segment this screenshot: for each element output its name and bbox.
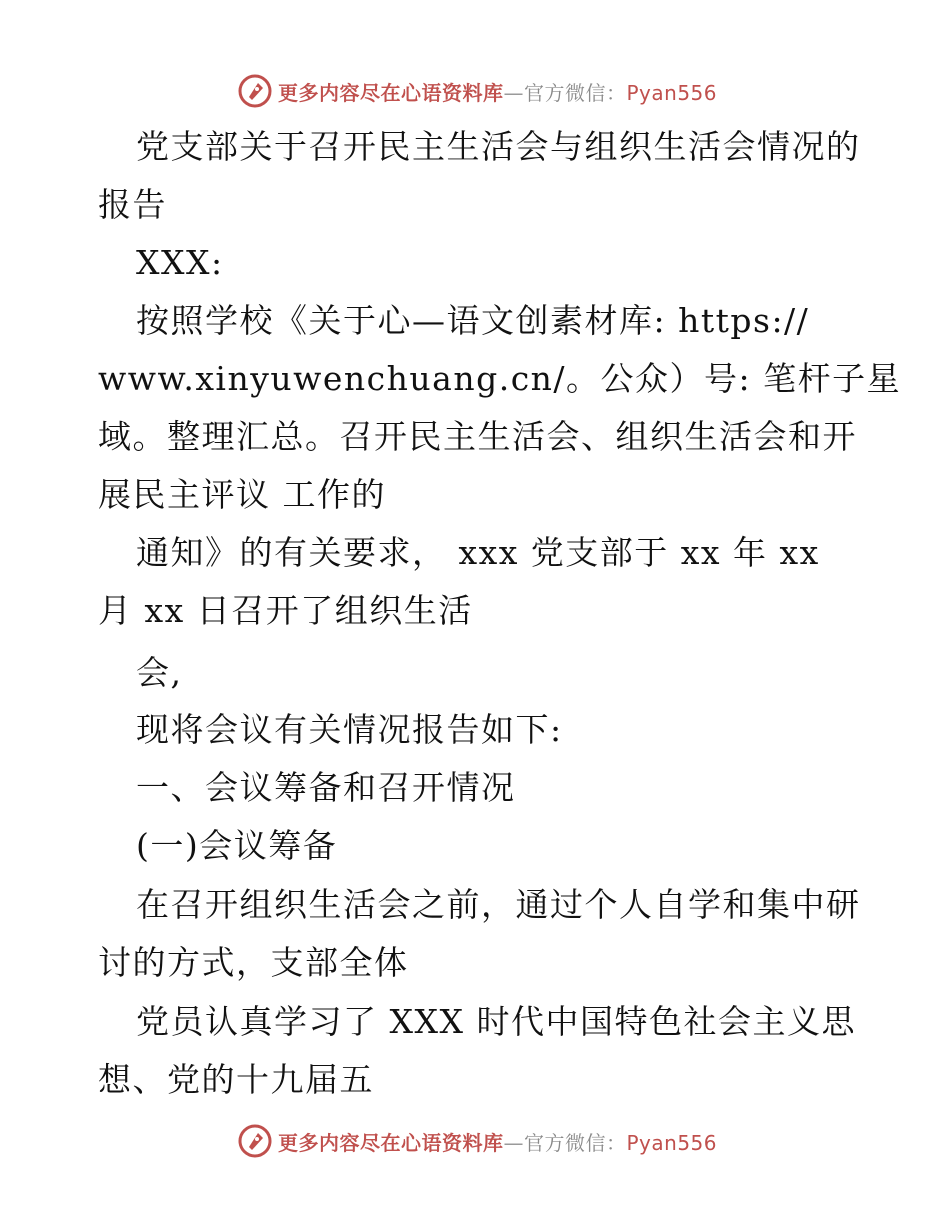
doc-line: 会, bbox=[136, 653, 183, 692]
doc-line: 一、会议筹备和召开情况 bbox=[136, 768, 516, 807]
doc-line: 展民主评议 工作的 bbox=[98, 475, 386, 514]
doc-line: 现将会议有关情况报告如下: bbox=[136, 710, 563, 749]
watermark-wechat-label: 官方微信： bbox=[524, 1130, 627, 1155]
doc-line: 按照学校《关于心—语文创素材库: https:// bbox=[136, 301, 810, 340]
watermark-separator: — bbox=[503, 80, 524, 105]
doc-line: 在召开组织生活会之前，通过个人自学和集中研 bbox=[136, 885, 861, 924]
doc-line: XXX: bbox=[136, 243, 224, 282]
doc-line: 域。整理汇总。召开民主生活会、组织生活会和开 bbox=[98, 417, 857, 456]
doc-line: 月 xx 日召开了组织生活 bbox=[98, 591, 473, 630]
watermark-wechat-label: 官方微信： bbox=[524, 80, 627, 105]
watermark-brand: 更多内容尽在心语资料库 bbox=[278, 1130, 504, 1155]
doc-line: www.xinyuwenchuang.cn/。公众）号: 笔杆子星 bbox=[98, 359, 902, 398]
doc-line: 党支部关于召开民主生活会与组织生活会情况的 bbox=[136, 127, 861, 166]
doc-line: 讨的方式，支部全体 bbox=[98, 943, 409, 982]
doc-line: 想、党的十九届五 bbox=[98, 1060, 374, 1099]
doc-line: 通知》的有关要求， xxx 党支部于 xx 年 xx bbox=[136, 533, 820, 572]
watermark-text bbox=[278, 1127, 717, 1156]
watermark-brand: 更多内容尽在心语资料库 bbox=[278, 80, 504, 105]
watermark-banner-bottom bbox=[238, 1124, 717, 1158]
watermark-separator: — bbox=[503, 1130, 524, 1155]
watermark-wechat-id: Pyan556 bbox=[626, 1130, 718, 1155]
watermark-wechat-id: Pyan556 bbox=[626, 80, 718, 105]
doc-line: (一)会议筹备 bbox=[136, 826, 338, 865]
pen-nib-circle-icon bbox=[238, 1124, 272, 1158]
doc-line: 报告 bbox=[98, 185, 167, 224]
doc-line: 党员认真学习了 XXX 时代中国特色社会主义思 bbox=[136, 1002, 856, 1041]
